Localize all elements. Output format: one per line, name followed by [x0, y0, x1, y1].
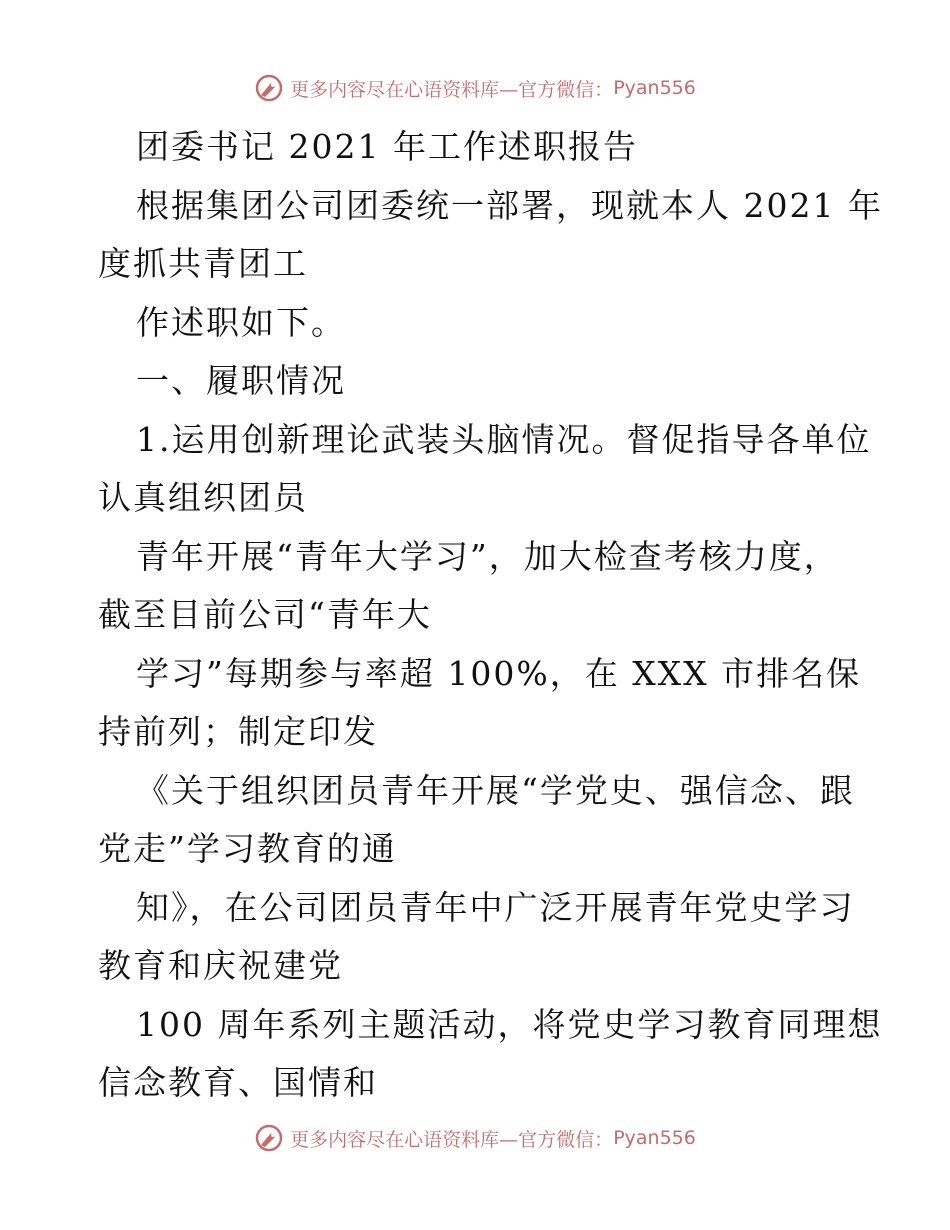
watermark-separator: —官方微信： [499, 78, 614, 101]
watermark-id: Pyan556 [613, 77, 696, 99]
paragraph-line: 学习”每期参与率超 100%，在 XXX 市排名保 [136, 653, 862, 693]
watermark-id: Pyan556 [613, 1127, 696, 1149]
paragraph-line: 知》，在公司团员青年中广泛开展青年党史学习 [136, 887, 855, 927]
footer-watermark [0, 1120, 950, 1156]
watermark-text: 更多内容尽在心语资料库 [290, 78, 500, 101]
paragraph-line: 作述职如下。 [136, 302, 346, 342]
paragraph-line: 1.运用创新理论武装头脑情况。督促指导各单位 [136, 419, 872, 459]
pen-nib-circle-icon [254, 73, 284, 103]
paragraph-line: 100 周年系列主题活动，将党史学习教育同理想 [136, 1004, 883, 1044]
paragraph-line: 根据集团公司团委统一部署，现就本人 2021 年 [136, 185, 883, 225]
paragraph-line: 《关于组织团员青年开展“学党史、强信念、跟 [136, 770, 855, 810]
paragraph-line: 截至目前公司“青年大 [98, 595, 432, 634]
watermark-text: 更多内容尽在心语资料库 [290, 1128, 500, 1151]
pen-nib-circle-icon [254, 1123, 284, 1153]
paragraph-line: 持前列；制定印发 [98, 712, 378, 751]
document-body [98, 118, 883, 1113]
header-watermark [0, 70, 950, 106]
paragraph-line: 青年开展“青年大学习”，加大检查考核力度， [136, 536, 839, 576]
paragraph-line: 认真组织团员 [98, 478, 308, 517]
paragraph-line: 党走”学习教育的通 [98, 829, 397, 868]
paragraph-line: 度抓共青团工 [98, 244, 308, 283]
paragraph-line: 信念教育、国情和 [98, 1063, 378, 1102]
section-heading: 一、履职情况 [136, 361, 346, 400]
paragraph-line: 教育和庆祝建党 [98, 946, 343, 985]
document-title: 团委书记 2021 年工作述职报告 [136, 127, 638, 166]
watermark-separator: —官方微信： [499, 1128, 614, 1151]
